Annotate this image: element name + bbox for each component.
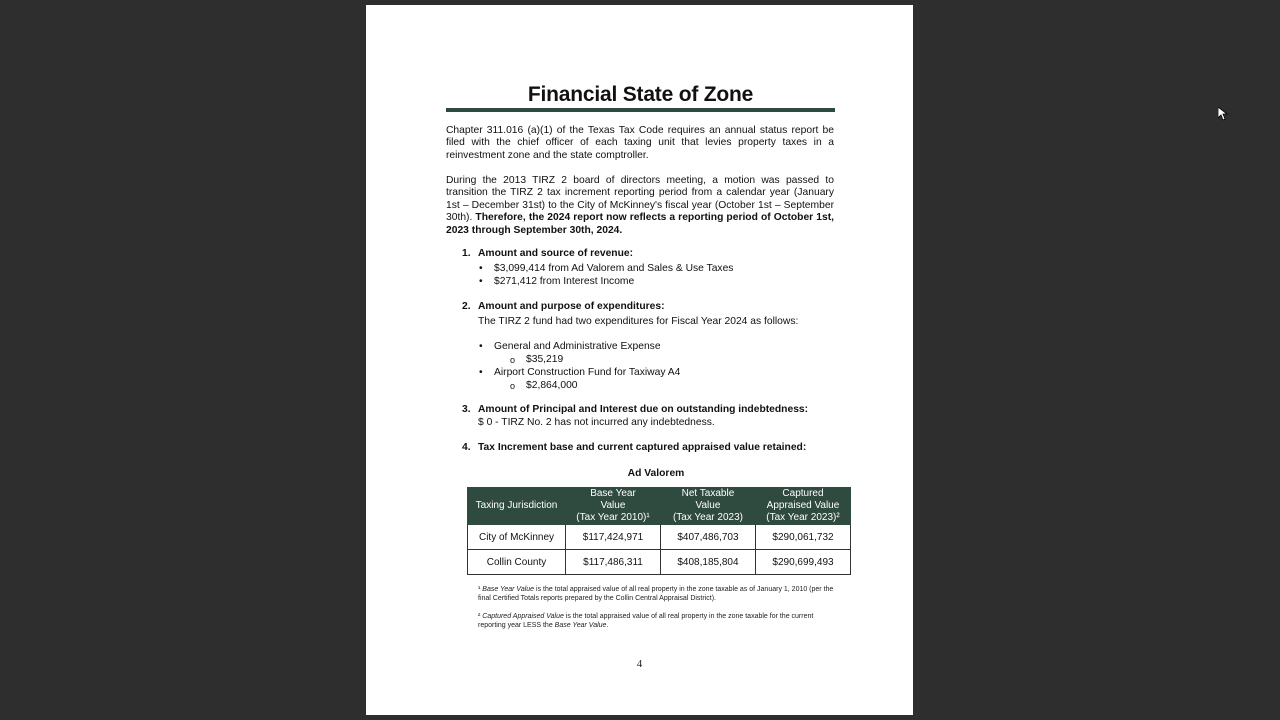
list-subitem	[510, 380, 578, 393]
section-heading: Amount and source of revenue:	[478, 248, 634, 259]
section-body: $ 0 - TIRZ No. 2 has not incurred any indebtedness.	[478, 417, 715, 428]
circle-bullet-icon: o	[510, 381, 516, 391]
header-line: (Tax Year 2023)	[672, 512, 743, 523]
bullet-icon: •	[479, 367, 483, 378]
list-item	[479, 367, 681, 380]
transition-text: During the 2013 TIRZ 2 board of directors meeting, a motion was passed to transition the TIRZ 2 tax increment reporting period from a calendar year (January 1st – December 31st) to the City of McKinney's fiscal year (October 1st – September 30th).	[446, 175, 834, 224]
list-item-text: Airport Construction Fund for Taxiway A4	[494, 367, 681, 378]
table-header-row	[468, 488, 851, 525]
section-body: The TIRZ 2 fund had two expenditures for Fiscal Year 2024 as follows:	[478, 316, 799, 327]
header-line: Captured	[782, 488, 824, 499]
table-row	[468, 550, 851, 575]
document-page	[366, 5, 913, 715]
header-line: Net Taxable	[681, 488, 735, 499]
title-underline	[446, 108, 835, 112]
footnote-text: is the total appraised value of all real property in the zone taxable for the current reporting year LESS the	[478, 613, 814, 629]
ad-valorem-table	[467, 487, 851, 575]
header-line: Value	[600, 500, 626, 511]
header-jurisdiction: Taxing Jurisdiction	[468, 488, 566, 525]
header-line: Value	[695, 500, 721, 511]
mouse-cursor-icon	[1218, 107, 1228, 121]
footnote-term: Captured Appraised Value	[482, 613, 564, 620]
list-item	[479, 341, 661, 354]
bullet-icon: •	[479, 263, 483, 274]
list-item	[479, 276, 635, 289]
intro-paragraph: Chapter 311.016 (a)(1) of the Texas Tax Code requires an annual status report be filed with the chief officer of each taxing unit that levies property taxes in a reinvestment zone and the state comptroller.	[446, 125, 834, 161]
list-subitem-text: $2,864,000	[526, 380, 578, 391]
section-number: 3.	[462, 404, 471, 415]
list-subitem	[510, 354, 564, 367]
cell-jurisdiction: Collin County	[468, 550, 566, 575]
footnote-mark: ¹	[478, 586, 481, 593]
section-number: 4.	[462, 442, 471, 453]
section-heading: Amount of Principal and Interest due on outstanding indebtedness:	[478, 404, 809, 415]
cell-net-value: $408,185,804	[660, 550, 755, 575]
page-number: 4	[636, 658, 643, 670]
footnote-1	[478, 585, 838, 603]
reporting-period-note: Therefore, the 2024 report now reflects a reporting period of October 1st, 2023 through September 30th, 2024.	[446, 212, 834, 236]
list-item-text: $3,099,414 from Ad Valorem and Sales & Use Taxes	[494, 263, 734, 274]
footnote-mark: ²	[478, 613, 481, 620]
bullet-icon: •	[479, 341, 483, 352]
list-item	[479, 263, 734, 276]
footnote-text: .	[606, 622, 609, 629]
header-line: Base Year	[590, 488, 636, 499]
section-number: 2.	[462, 301, 471, 312]
list-subitem-text: $35,219	[526, 354, 564, 365]
list-item-text: General and Administrative Expense	[494, 341, 661, 352]
section-heading: Tax Increment base and current captured appraised value retained:	[478, 442, 807, 453]
cell-captured-value: $290,061,732	[755, 525, 850, 550]
cell-captured-value: $290,699,493	[755, 550, 850, 575]
bullet-icon: •	[479, 276, 483, 287]
header-line: Appraised Value	[766, 500, 840, 511]
page-title: Financial State of Zone	[527, 83, 754, 106]
cell-base-value: $117,486,311	[566, 550, 661, 575]
cell-base-value: $117,424,971	[566, 525, 661, 550]
footnote-text: is the total appraised value of all real property in the zone taxable as of January 1, 2010 (per the final Certified Totals reports prepared by the Collin Central Appraisal District).	[478, 586, 834, 602]
footnote-2	[478, 612, 838, 630]
footnote-term: Base Year Value	[482, 586, 535, 593]
section-heading: Amount and purpose of expenditures:	[478, 301, 665, 312]
cell-jurisdiction: City of McKinney	[468, 525, 566, 550]
footnote-term: Base Year Value	[554, 622, 607, 629]
header-line: (Tax Year 2023)²	[766, 512, 840, 523]
section-number: 1.	[462, 248, 471, 259]
list-item-text: $271,412 from Interest Income	[494, 276, 635, 287]
table-row	[468, 525, 851, 550]
table-title: Ad Valorem	[627, 468, 685, 479]
header-base-year-value	[566, 488, 661, 525]
transition-paragraph	[446, 175, 834, 237]
cell-net-value: $407,486,703	[660, 525, 755, 550]
header-line: (Tax Year 2010)¹	[576, 512, 650, 523]
circle-bullet-icon: o	[510, 355, 516, 365]
header-captured-appraised-value	[755, 488, 850, 525]
header-net-taxable-value	[660, 488, 755, 525]
